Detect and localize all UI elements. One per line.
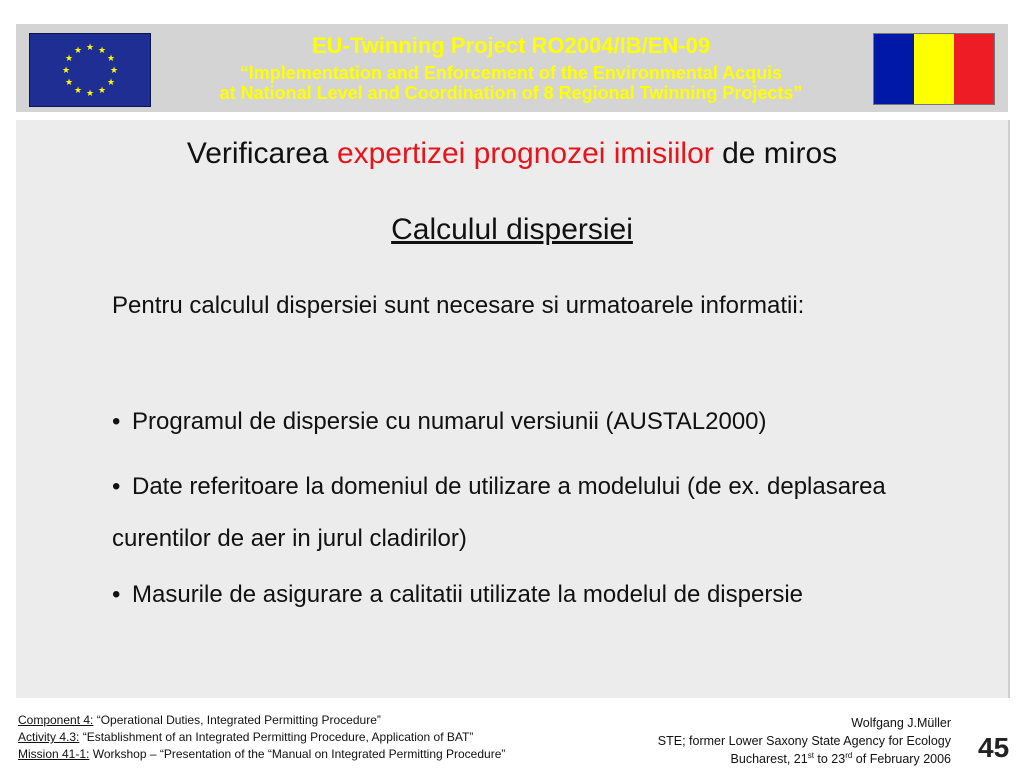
- footer-project-info: [18, 712, 505, 763]
- mission-label: Mission 41-1:: [18, 747, 90, 761]
- date-suffix: of February 2006: [852, 752, 951, 766]
- svg-text:★: ★: [97, 86, 107, 96]
- activity-label: Activity 4.3:: [18, 730, 80, 744]
- date-mid: to 23: [813, 752, 846, 766]
- svg-text:★: ★: [106, 78, 116, 88]
- bullet-icon: •: [112, 408, 121, 435]
- project-subtitle-line1: “Implementation and Enforcement of the Environmental Acquis: [239, 63, 783, 83]
- date-sup1: st: [807, 750, 814, 760]
- bullet-icon: •: [112, 581, 121, 608]
- svg-text:★: ★: [73, 46, 83, 56]
- author-org: STE; former Lower Saxony State Agency for Ecology: [657, 734, 951, 748]
- component-text: “Operational Duties, Integrated Permitting Procedure”: [93, 713, 381, 727]
- ro-flag-blue: [874, 34, 914, 104]
- svg-text:★: ★: [61, 66, 71, 76]
- bullet-item-2: [112, 461, 932, 565]
- svg-text:★: ★: [73, 86, 83, 96]
- title-part3: de miros: [713, 137, 838, 170]
- svg-text:★: ★: [85, 89, 95, 99]
- title-highlight: expertizei prognozei imisiilor: [336, 137, 714, 170]
- svg-text:★: ★: [97, 46, 107, 56]
- svg-text:★: ★: [109, 66, 119, 76]
- svg-text:★: ★: [64, 54, 74, 64]
- bullet-item-1: [112, 396, 932, 448]
- footer-mission: [18, 746, 505, 763]
- bullet-icon: •: [112, 473, 121, 500]
- eu-stars: [30, 34, 150, 106]
- ro-flag-yellow: [914, 34, 954, 104]
- component-label: Component 4:: [18, 713, 94, 727]
- eu-flag-icon: [29, 33, 151, 107]
- event-date: [658, 750, 951, 768]
- svg-text:★: ★: [64, 78, 74, 88]
- ro-flag-red: [954, 34, 994, 104]
- slide-subtitle: Calculul dispersiei: [391, 213, 633, 246]
- romania-flag-icon: [873, 33, 995, 105]
- bullet-item-3: [112, 578, 892, 612]
- svg-text:★: ★: [106, 54, 116, 64]
- footer-component: [18, 712, 505, 729]
- project-subtitle-line2: at National Level and Coordination of 8 Regional Twinning Projects”: [219, 83, 803, 103]
- bullet-text-1: Programul de dispersie cu numarul versiunii (AUSTAL2000): [132, 408, 767, 435]
- footer-activity: [18, 729, 505, 746]
- slide-title: [16, 136, 1008, 172]
- author-name: Wolfgang J.Müller: [851, 716, 951, 730]
- bullet-text-3: Masurile de asigurare a calitatii utilizate la modelul de dispersie: [132, 581, 804, 608]
- intro-paragraph: Pentru calculul dispersiei sunt necesare si urmatoarele informatii:: [112, 292, 805, 319]
- activity-text: “Establishment of an Integrated Permitting Procedure, Application of BAT”: [79, 730, 474, 744]
- svg-text:★: ★: [85, 43, 95, 53]
- footer-author-info: [658, 714, 951, 768]
- date-sup2: rd: [845, 750, 853, 760]
- title-part1: Verificarea: [186, 137, 337, 170]
- mission-text: Workshop – “Presentation of the “Manual on Integrated Permitting Procedure”: [89, 747, 506, 761]
- bullet-text-2: Date referitoare la domeniul de utilizare a modelului (de ex. deplasarea curentilor de aer in jurul cladirilor): [112, 473, 886, 552]
- date-prefix: Bucharest, 21: [730, 752, 808, 766]
- project-title: EU-Twinning Project RO2004/IB/EN-09: [311, 33, 711, 58]
- page-number: 45: [978, 732, 1010, 763]
